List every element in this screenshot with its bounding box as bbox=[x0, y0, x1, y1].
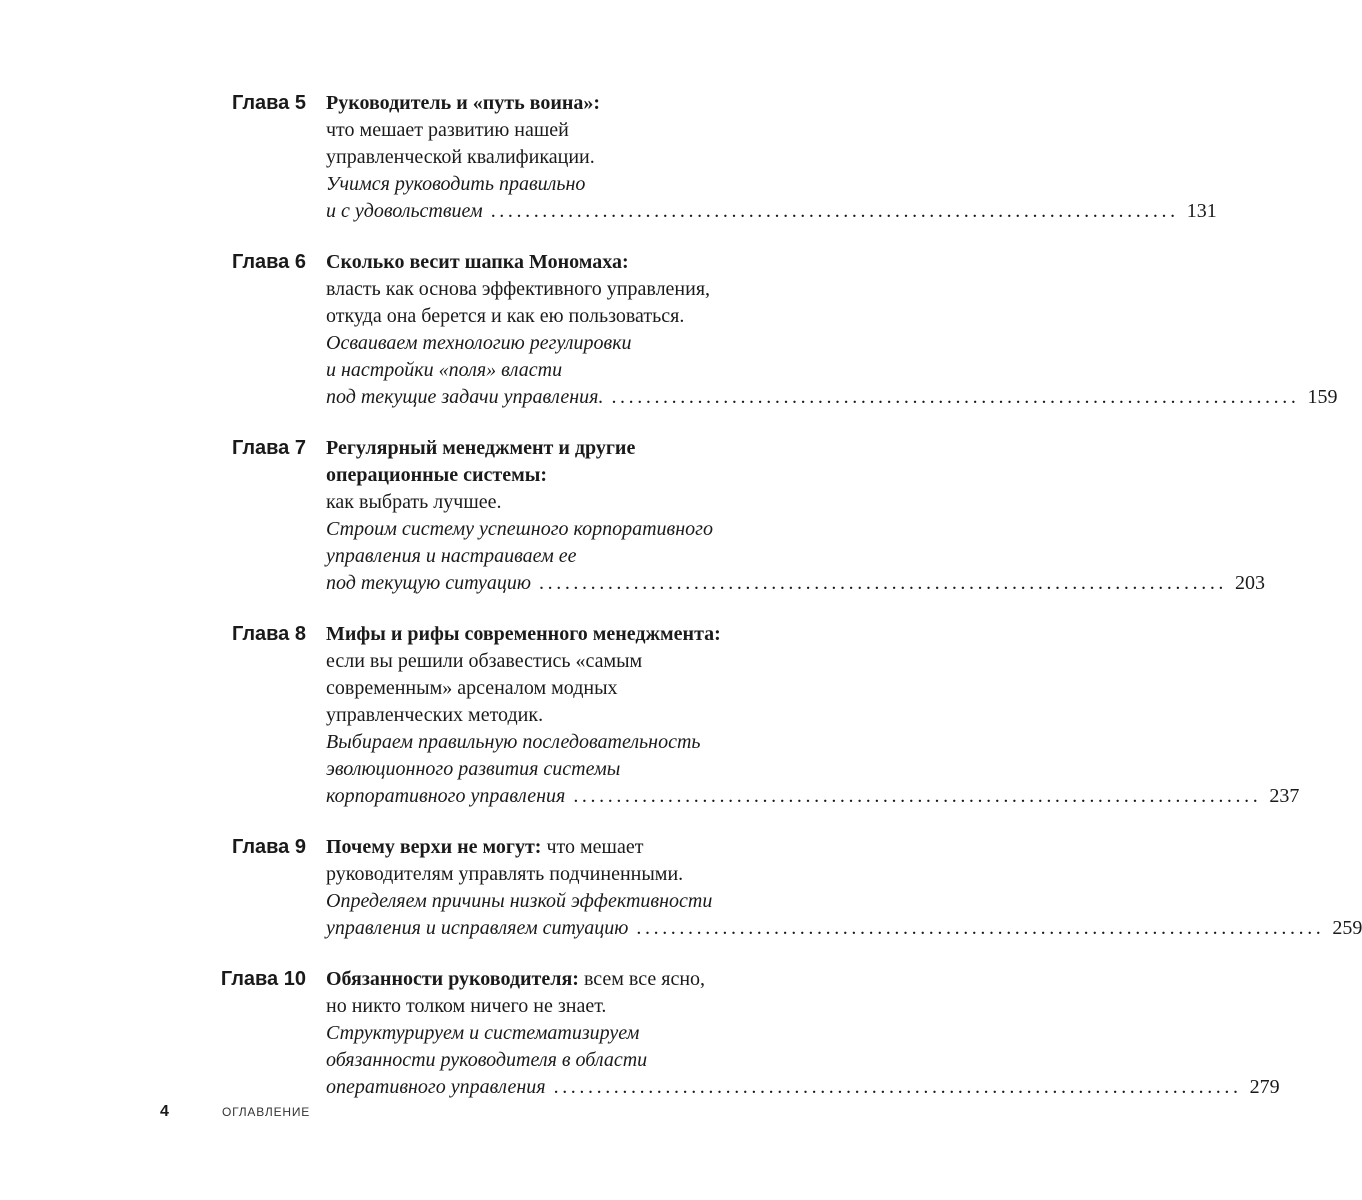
chapter-summary-text: и с удовольствием bbox=[326, 200, 483, 222]
description-line bbox=[326, 834, 760, 861]
toc-last-line bbox=[326, 783, 1300, 810]
description-line bbox=[326, 888, 760, 915]
description-line bbox=[326, 435, 760, 462]
chapter-title: Мифы и рифы современного менеджмента: bbox=[326, 623, 721, 645]
page-ref: 203 bbox=[1235, 572, 1266, 594]
toc-entry bbox=[0, 621, 1300, 810]
description-line bbox=[326, 303, 760, 330]
description-line bbox=[326, 702, 760, 729]
chapter-summary-text: Строим систему успешного корпоративного bbox=[326, 518, 713, 540]
chapter-label: Глава 10 bbox=[220, 968, 306, 990]
dot-leader: ................................................................................ bbox=[490, 200, 1179, 222]
running-header-section: ОГЛАВЛЕНИЕ bbox=[222, 1105, 311, 1119]
chapter-subtitle-text: как выбрать лучшее. bbox=[326, 491, 502, 513]
chapter-title: операционные системы: bbox=[326, 464, 547, 486]
description-line bbox=[326, 1020, 760, 1047]
chapter-subtitle-text: власть как основа эффективного управления, bbox=[326, 278, 711, 300]
chapter-description bbox=[326, 90, 1217, 225]
dot-leader: ................................................................................ bbox=[611, 386, 1300, 408]
chapter-subtitle-text: управленческой квалификации. bbox=[326, 146, 595, 168]
toc-last-line bbox=[326, 384, 1338, 411]
page-footer bbox=[160, 1103, 310, 1121]
description-line bbox=[326, 462, 760, 489]
description-line bbox=[326, 993, 760, 1020]
page-ref: 259 bbox=[1332, 917, 1362, 939]
page-ref: 131 bbox=[1186, 200, 1217, 222]
chapter-subtitle-text: руководителям управлять подчиненными. bbox=[326, 863, 684, 885]
description-line bbox=[326, 543, 760, 570]
chapter-title: Обязанности руководителя: bbox=[326, 968, 579, 990]
toc-entry bbox=[0, 249, 1338, 411]
description-line bbox=[326, 621, 760, 648]
chapter-subtitle-text: если вы решили обзавестись «самым bbox=[326, 650, 643, 672]
description-line bbox=[326, 756, 760, 783]
chapter-summary-text: корпоративного управления bbox=[326, 785, 566, 807]
toc-entry bbox=[0, 435, 1266, 597]
chapter-description bbox=[326, 435, 1266, 597]
chapter-subtitle-text: откуда она берется и как ею пользоваться. bbox=[326, 305, 685, 327]
chapter-summary-text: Выбираем правильную последовательность bbox=[326, 731, 701, 753]
chapter-subtitle-text: всем все ясно, bbox=[578, 968, 706, 990]
chapter-summary-text: обязанности руководителя в области bbox=[326, 1049, 648, 1071]
toc-last-line bbox=[326, 198, 1217, 225]
toc-entry bbox=[0, 834, 1362, 942]
chapter-label: Глава 9 bbox=[231, 836, 306, 858]
chapter-description bbox=[326, 249, 1338, 411]
toc-entry bbox=[0, 90, 1217, 225]
toc-last-line bbox=[326, 1074, 1280, 1101]
chapter-subtitle-text: что мешает развитию нашей bbox=[326, 119, 569, 141]
description-line bbox=[326, 276, 760, 303]
chapter-title: Сколько весит шапка Мономаха: bbox=[326, 251, 629, 273]
page-number: 4 bbox=[160, 1103, 169, 1120]
chapter-summary-text: управления и настраиваем ее bbox=[326, 545, 577, 567]
dot-leader: ................................................................................ bbox=[573, 785, 1262, 807]
description-line bbox=[326, 861, 760, 888]
description-line bbox=[326, 729, 760, 756]
chapter-subtitle-text: управленческих методик. bbox=[326, 704, 544, 726]
page-ref: 237 bbox=[1269, 785, 1300, 807]
toc-last-line bbox=[326, 915, 1362, 942]
chapter-label: Глава 7 bbox=[231, 437, 306, 459]
chapter-title: Почему верхи не могут: bbox=[326, 836, 542, 858]
chapter-summary-text: эволюционного развития системы bbox=[326, 758, 621, 780]
description-line bbox=[326, 966, 760, 993]
description-line bbox=[326, 90, 760, 117]
chapter-summary-text: оперативного управления bbox=[326, 1076, 546, 1098]
chapter-title: Регулярный менеджмент и другие bbox=[326, 437, 636, 459]
chapter-summary-text: Учимся руководить правильно bbox=[326, 173, 586, 195]
description-line bbox=[326, 1047, 760, 1074]
description-line bbox=[326, 648, 760, 675]
chapter-label: Глава 8 bbox=[231, 623, 306, 645]
description-line bbox=[326, 516, 760, 543]
chapter-subtitle-text: но никто толком ничего не знает. bbox=[326, 995, 607, 1017]
toc-entry bbox=[0, 966, 1280, 1101]
chapter-subtitle-text: что мешает bbox=[541, 836, 644, 858]
chapter-summary-text: Структурируем и систематизируем bbox=[326, 1022, 640, 1044]
chapter-label: Глава 6 bbox=[231, 251, 306, 273]
chapter-summary-text: управления и исправляем ситуацию bbox=[326, 917, 629, 939]
dot-leader: ................................................................................ bbox=[539, 572, 1228, 594]
description-line bbox=[326, 489, 760, 516]
chapter-label: Глава 5 bbox=[231, 92, 306, 114]
dot-leader: ................................................................................ bbox=[553, 1076, 1242, 1098]
description-line bbox=[326, 144, 760, 171]
page-ref: 279 bbox=[1249, 1076, 1280, 1098]
chapter-summary-text: под текущую ситуацию bbox=[326, 572, 532, 594]
page-ref: 159 bbox=[1307, 386, 1338, 408]
description-line bbox=[326, 330, 760, 357]
chapter-description bbox=[326, 966, 1280, 1101]
chapter-summary-text: под текущие задачи управления. bbox=[326, 386, 604, 408]
chapter-summary-text: и настройки «поля» власти bbox=[326, 359, 563, 381]
chapter-subtitle-text: современным» арсеналом модных bbox=[326, 677, 618, 699]
description-line bbox=[326, 249, 760, 276]
toc-last-line bbox=[326, 570, 1266, 597]
chapter-description bbox=[326, 621, 1300, 810]
dot-leader: ................................................................................ bbox=[636, 917, 1325, 939]
chapter-summary-text: Осваиваем технологию регулировки bbox=[326, 332, 632, 354]
table-of-contents bbox=[0, 90, 1362, 1125]
description-line bbox=[326, 357, 760, 384]
description-line bbox=[326, 117, 760, 144]
chapter-summary-text: Определяем причины низкой эффективности bbox=[326, 890, 713, 912]
chapter-description bbox=[326, 834, 1362, 942]
description-line bbox=[326, 171, 760, 198]
description-line bbox=[326, 675, 760, 702]
chapter-title: Руководитель и «путь воина»: bbox=[326, 92, 601, 114]
